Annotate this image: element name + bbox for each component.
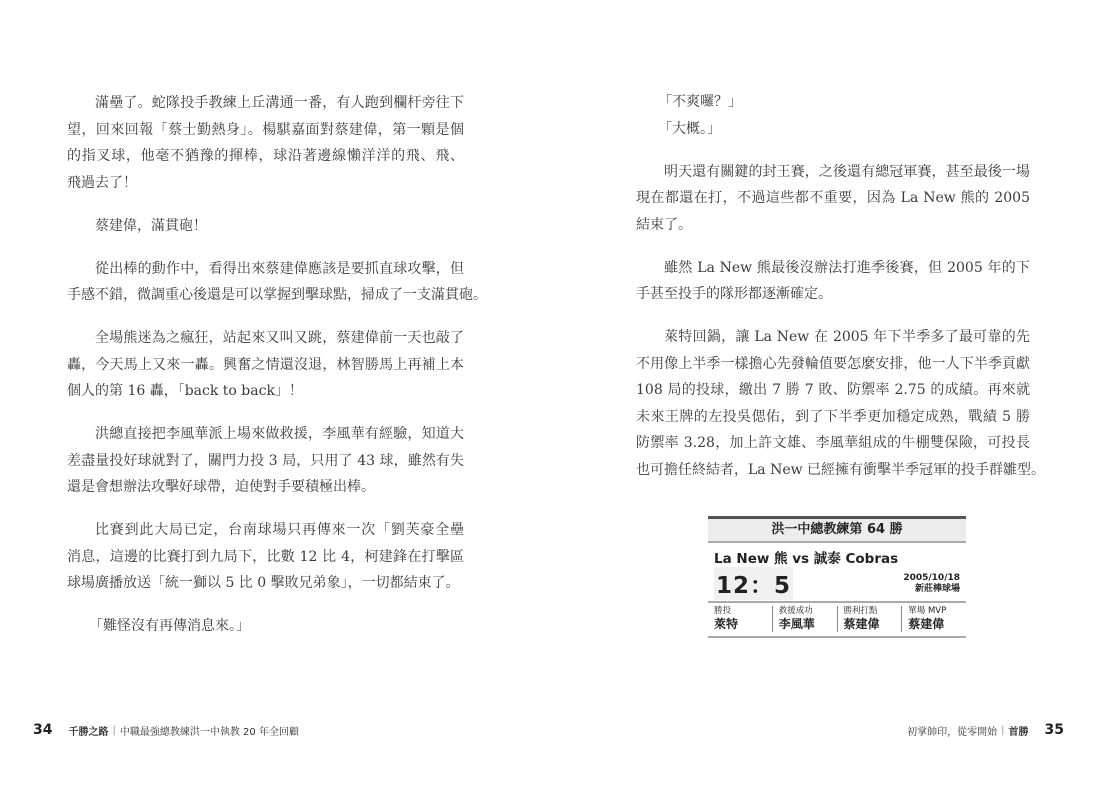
footer-right	[907, 722, 1064, 738]
paragraph	[67, 256, 487, 309]
text-line: 不用像上半季一樣擔心先發輪值要怎麼安排，他一人下半季貢獻	[636, 355, 1030, 372]
stat-label: 勝投	[714, 606, 732, 616]
book-title: 千勝之路	[68, 726, 109, 738]
text-line: 個人的第 16 轟，「back to back」！	[67, 383, 303, 399]
stat-value: 蔡建偉	[843, 617, 880, 631]
book-subtitle: 中職最強總教練洪一中執教 20 年全回顧	[119, 726, 299, 738]
text-line: 現在都還在打，不過這些都不重要，因為 La New 熊的 2005	[636, 190, 1030, 206]
right-page-text	[636, 89, 1046, 500]
text-line: 洪總直接把李風華派上場來做救援，李風華有經驗，知道大	[95, 426, 464, 442]
paragraph	[636, 159, 1030, 239]
stat-label: 勝利打點	[843, 606, 878, 616]
paragraph	[636, 255, 1030, 308]
scorebox-venue: 新莊棒球場	[914, 584, 960, 594]
stat-game-winning-rbi	[837, 606, 902, 632]
page-number-right: 35	[1044, 722, 1064, 738]
scorebox-matchup: La New 熊 vs 誠泰 Cobras	[714, 551, 899, 567]
scorebox-date: 2005/10/18	[903, 573, 960, 583]
text-line: 從出棒的動作中，看得出來蔡建偉應該是要抓直球攻擊，但	[95, 260, 464, 277]
paragraph	[636, 89, 1030, 116]
text-line: 比賽到此大局已定，台南球場只再傳來一次「劉芙豪全壘	[95, 522, 464, 538]
text-line: 轟，今天馬上又來一轟。興奮之情還沒退，林智勝馬上再補上本	[67, 356, 464, 373]
text-line: 108 局的投球，繳出 7 勝 7 敗、防禦率 2.75 的成績。再來就	[636, 382, 1030, 398]
footer-left	[33, 722, 299, 738]
scorebox-stats	[708, 601, 966, 638]
text-line: 雖然 La New 熊最後沒辦法打進季後賽，但 2005 年的下	[664, 259, 1030, 276]
scorebox-title: 洪一中總教練第 64 勝	[708, 519, 966, 543]
text-line: 球場廣播放送「統一獅以 5 比 0 擊敗兄弟象」，一切都結束了。	[67, 575, 460, 591]
text-line: 「不爽囉？」	[658, 94, 742, 110]
text-line: 消息，這邊的比賽打到九局下，比數 12 比 4，柯建鋒在打擊區	[67, 548, 464, 565]
stat-label: 救援成功	[778, 606, 813, 616]
scorebox-score: 12：5	[714, 567, 793, 600]
text-line: 未來王牌的左投吳偲佑，到了下半季更加穩定成熟，戰績 5 勝	[636, 408, 1030, 425]
paragraph	[636, 116, 1030, 143]
text-line: 全場熊迷為之瘋狂，站起來又叫又跳，蔡建偉前一天也敲了	[95, 330, 464, 346]
text-line: 明天還有關鍵的封王賽，之後還有總冠軍賽，甚至最後一場	[664, 163, 1030, 180]
text-line: 差盡量投好球就對了，關門力投 3 局，只用了 43 球，雖然有失	[67, 452, 464, 469]
section-title: 初掌帥印，從零開始	[907, 726, 998, 738]
text-line: 也可擔任終結者，La New 已經擁有衝擊半季冠軍的投手群雛型。	[636, 461, 1046, 478]
paragraph	[67, 613, 464, 640]
stat-value: 李風華	[778, 617, 815, 631]
paragraph	[67, 213, 464, 240]
text-line: 的指叉球，他毫不猶豫的揮棒，球沿著邊線懶洋洋的飛、飛、	[67, 148, 464, 164]
stat-save	[772, 606, 837, 632]
text-line: 手甚至投手的隊形都逐漸確定。	[636, 286, 832, 302]
text-line: 「難怪沒有再傳消息來。」	[89, 618, 250, 634]
paragraph	[636, 324, 1046, 483]
chapter-title: 首勝	[1008, 726, 1029, 738]
page-number-left: 34	[33, 722, 53, 738]
text-line: 蔡建偉，滿貫砲！	[95, 217, 207, 234]
paragraph	[67, 325, 464, 405]
text-line: 結束了。	[636, 216, 692, 233]
footer-divider: |	[1001, 724, 1005, 736]
text-line: 防禦率 3.28，加上許文雄、李風華組成的牛棚雙保險，可投長	[636, 435, 1030, 451]
paragraph	[67, 421, 464, 501]
scorebox	[708, 516, 966, 638]
stat-value: 萊特	[714, 617, 739, 631]
text-line: 飛過去了！	[67, 174, 137, 191]
text-line: 萊特回鍋，讓 La New 在 2005 年下半季多了最可靠的先	[664, 329, 1030, 345]
text-line: 滿壘了。蛇隊投手教練上丘溝通一番，有人跑到欄杆旁往下	[95, 95, 464, 111]
text-line: 手感不錯，微調重心後還是可以掌握到擊球點，掃成了一支滿貫砲。	[67, 287, 487, 303]
text-line: 還是會想辦法攻擊好球帶，迫使對手要積極出棒。	[67, 479, 375, 495]
left-page-text	[67, 90, 487, 656]
paragraph	[67, 90, 464, 196]
stat-mvp	[901, 606, 966, 632]
stat-winning-pitcher	[708, 606, 772, 632]
stat-label: 單場 MVP	[908, 606, 947, 616]
footer-divider: |	[112, 724, 116, 736]
text-line: 「大概。」	[658, 120, 721, 137]
text-line: 望，回來回報「蔡士勤熱身」。楊騏嘉面對蔡建偉，第一顆是個	[67, 121, 464, 138]
paragraph	[67, 517, 464, 597]
stat-value: 蔡建偉	[908, 617, 945, 631]
